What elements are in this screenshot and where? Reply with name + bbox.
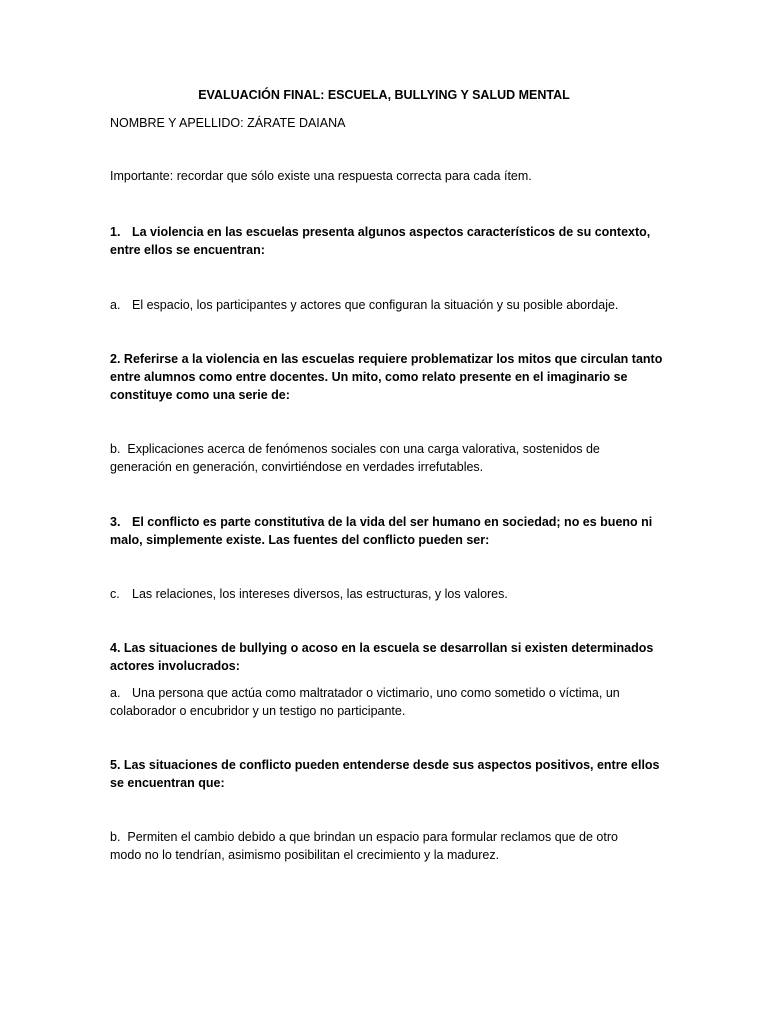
question-3-line-2: malo, simplemente existe. Las fuentes del conflicto pueden ser:	[110, 533, 490, 547]
answer-5-line-2: modo no lo tendrían, asimismo posibilitan el crecimiento y la madurez.	[110, 848, 500, 862]
instructions-note: Importante: recordar que sólo existe una respuesta correcta para cada ítem.	[110, 169, 532, 183]
answer-3: c. Las relaciones, los intereses diversos, las estructuras, y los valores.	[110, 585, 670, 604]
student-name: NOMBRE Y APELLIDO: ZÁRATE DAIANA	[110, 116, 346, 130]
page-title: EVALUACIÓN FINAL: ESCUELA, BULLYING Y SALUD MENTAL	[198, 88, 570, 102]
question-5-line-2: se encuentran que:	[110, 776, 225, 790]
answer-1-label: a.	[110, 298, 121, 312]
question-1-number: 1.	[110, 225, 121, 239]
answer-2-line-1: b. Explicaciones acerca de fenómenos sociales con una carga valorativa, sostenidos de	[110, 442, 600, 456]
question-2-number: 2.	[110, 352, 121, 366]
question-4-line-1: 4. Las situaciones de bullying o acoso en la escuela se desarrollan si existen determinados	[110, 641, 654, 655]
answer-2-label: b.	[110, 442, 121, 456]
question-2-line-1: 2. Referirse a la violencia en las escuelas requiere problematizar los mitos que circulan tanto	[110, 352, 663, 366]
answer-4-line-2: colaborador o encubridor y un testigo no participante.	[110, 704, 406, 718]
question-2-line-3: constituye como una serie de:	[110, 388, 290, 402]
answer-3-label: c.	[110, 587, 120, 601]
answer-2-line-2: generación en generación, convirtiéndose en verdades irrefutables.	[110, 460, 484, 474]
answer-5-label: b.	[110, 830, 121, 844]
answer-4-label: a.	[110, 686, 121, 700]
question-5-line-1: 5. Las situaciones de conflicto pueden entenderse desde sus aspectos positivos, entre ellos	[110, 758, 660, 772]
answer-4-line-1: a. Una persona que actúa como maltratador o victimario, uno como sometido o víctima, un	[110, 684, 670, 703]
question-5-number: 5.	[110, 758, 121, 772]
answer-5-line-1: b. Permiten el cambio debido a que brindan un espacio para formular reclamos que de otro	[110, 830, 618, 844]
question-2-line-2: entre alumnos como entre docentes. Un mito, como relato presente en el imaginario se	[110, 370, 628, 384]
question-4-line-2: actores involucrados:	[110, 659, 240, 673]
question-1-line-2: entre ellos se encuentran:	[110, 243, 265, 257]
question-3-number: 3.	[110, 515, 121, 529]
answer-1: a. El espacio, los participantes y actores que configuran la situación y su posible abordaje.	[110, 296, 670, 315]
question-1-line-1: 1. La violencia en las escuelas presenta algunos aspectos característicos de su contexto,	[110, 223, 670, 242]
question-3-line-1: 3. El conflicto es parte constitutiva de la vida del ser humano en sociedad; no es bueno ni	[110, 513, 670, 532]
question-4-number: 4.	[110, 641, 121, 655]
